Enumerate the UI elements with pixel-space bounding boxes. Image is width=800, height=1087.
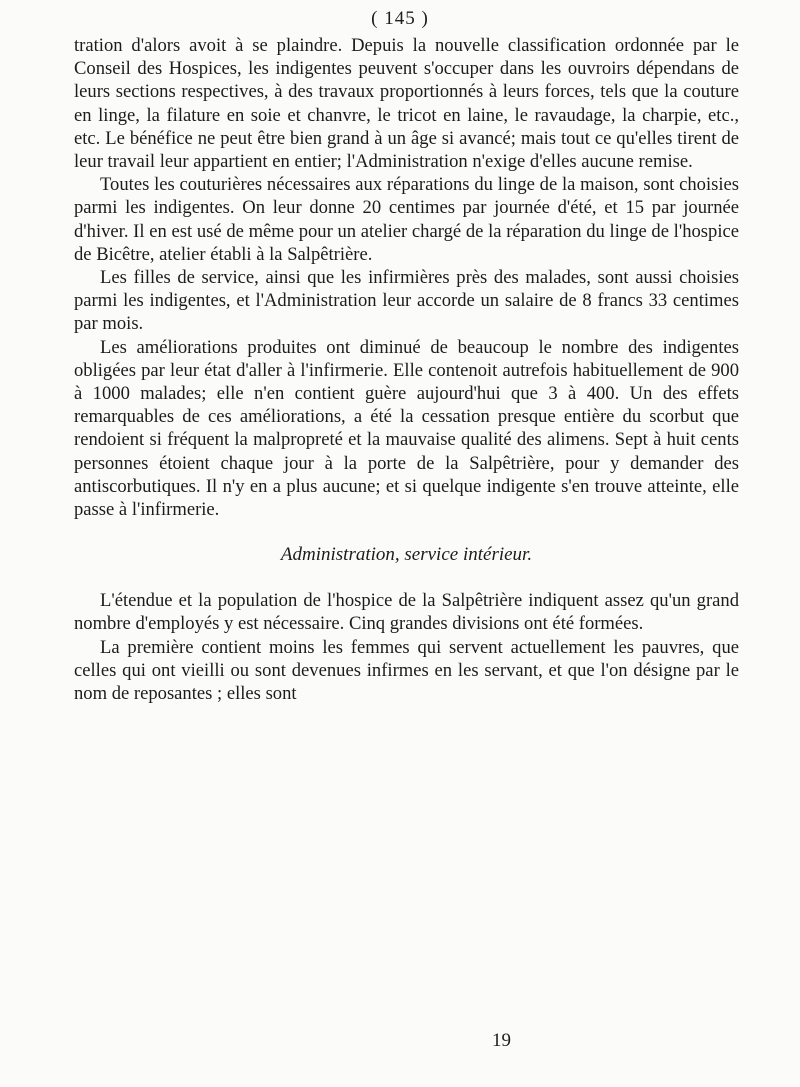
paragraph-2: Toutes les couturières nécessaires aux réparations du linge de la maison, sont choisies parmi les indigentes. On leur donne 20 centimes par journée d'été, et 15 par journée d'hiver. Il en est usé de même pour un atelier chargé de la réparation du linge de l'hospice de Bicêtre, atelier établi à la Salpêtrière. xyxy=(74,174,739,265)
paragraph-1: tration d'alors avoit à se plaindre. Depuis la nouvelle classification ordonnée par le Conseil des Hospices, les indigentes peuvent s'occuper dans les ouvroirs dépendans de leurs sections respectives, à des travaux proportionnés à leurs forces, tels que la couture en linge, la filature en soie et chanvre, le tricot en laine, le ravaudage, la charpie, etc., etc. Le bénéfice ne peut être bien grand à un âge si avancé; mais tout ce qu'elles tirent de leur travail leur appartient en entier; l'Administration n'exige d'elles aucune remise. xyxy=(74,35,739,173)
paragraph-6: La première contient moins les femmes qui servent actuellement les pauvres, que celles qui ont vieilli ou sont devenues infirmes en les servant, et que l'on désigne par le nom de reposantes ; elles sont xyxy=(74,636,739,705)
section-heading: Administration, service intérieur. xyxy=(280,544,533,566)
page-body xyxy=(74,34,739,705)
paragraph-5: L'étendue et la population de l'hospice de la Salpêtrière indiquent assez qu'un grand nombre d'employés y est nécessaire. Cinq grandes divisions ont été formées. xyxy=(74,590,739,635)
page-number: ( 145 ) xyxy=(371,8,429,29)
signature-mark: 19 xyxy=(492,1030,511,1051)
paragraph-4: Les améliorations produites ont diminué de beaucoup le nombre des indigentes obligées par leur état d'aller à l'infirmerie. Elle contenoit autrefois habituellement de 900 à 1000 malades; elle n'en contient guère aujourd'hui que 3 à 400. Un des effets remarquables de ces améliorations, a été la cessation presque entière du scorbut que rendoient si fréquent la malpropreté et la mauvaise qualité des alimens. Sept à huit cents personnes étoient chaque jour à la porte de la Salpêtrière, pour y demander des antiscorbutiques. Il n'y en a plus aucune; et si quelque indigente s'en trouve atteinte, elle passe à l'infirmerie. xyxy=(74,336,739,521)
paragraph-3: Les filles de service, ainsi que les infirmières près des malades, sont aussi choisies parmi les indigentes, et l'Administration leur accorde un salaire de 8 francs 33 centimes par mois. xyxy=(74,267,739,335)
